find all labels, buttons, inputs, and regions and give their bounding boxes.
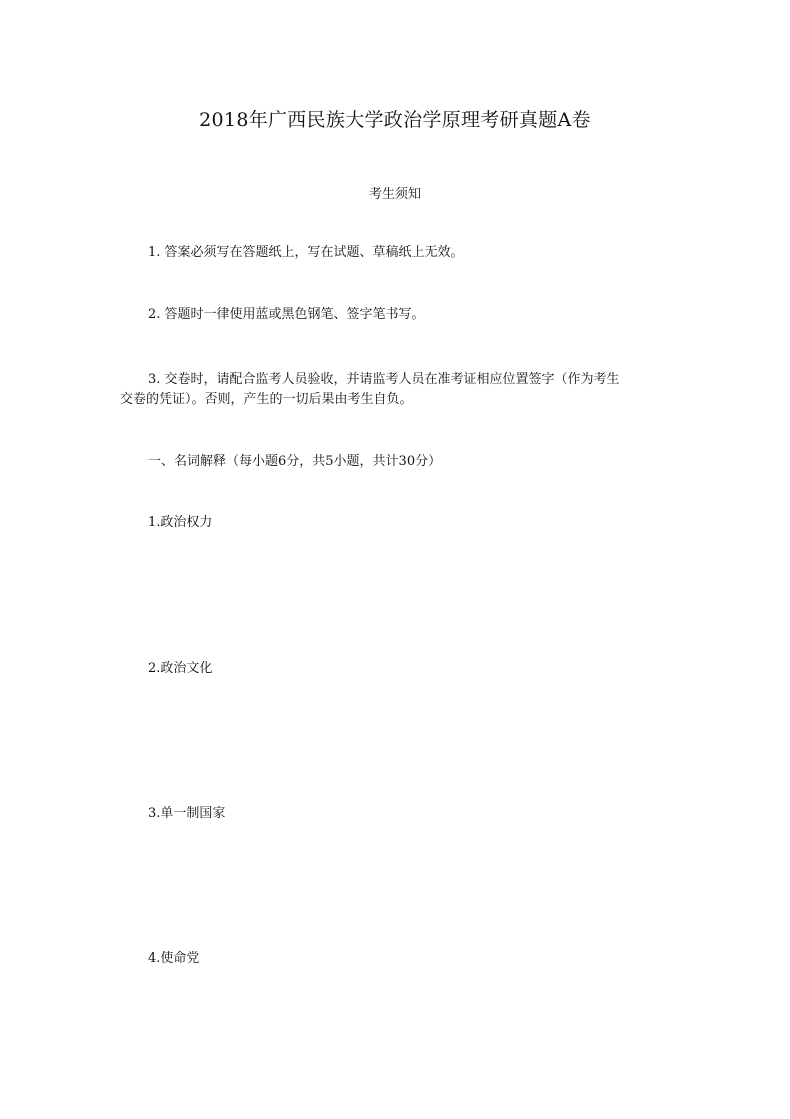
question-3: 3.单一制国家 <box>148 806 226 821</box>
notice-title: 考生须知 <box>368 187 421 202</box>
question-2: 2.政治文化 <box>148 661 213 676</box>
notice-item-3-line-2: 交卷的凭证）。否则，产生的一切后果由考生自负。 <box>120 392 413 407</box>
section-heading: 一、名词解释（每小题6分，共5小题，共计30分） <box>148 454 442 469</box>
notice-item-3-line-1: 3. 交卷时，请配合监考人员验收，并请监考人员在准考证相应位置签字（作为考生 <box>148 372 620 387</box>
question-4: 4.使命党 <box>148 951 200 966</box>
page-title: 2018年广西民族大学政治学原理考研真题A卷 <box>199 109 591 131</box>
notice-item-1: 1. 答案必须写在答题纸上，写在试题、草稿纸上无效。 <box>148 245 464 260</box>
question-1: 1.政治权力 <box>148 515 213 530</box>
notice-item-2: 2. 答题时一律使用蓝或黑色钢笔、签字笔书写。 <box>148 307 425 322</box>
